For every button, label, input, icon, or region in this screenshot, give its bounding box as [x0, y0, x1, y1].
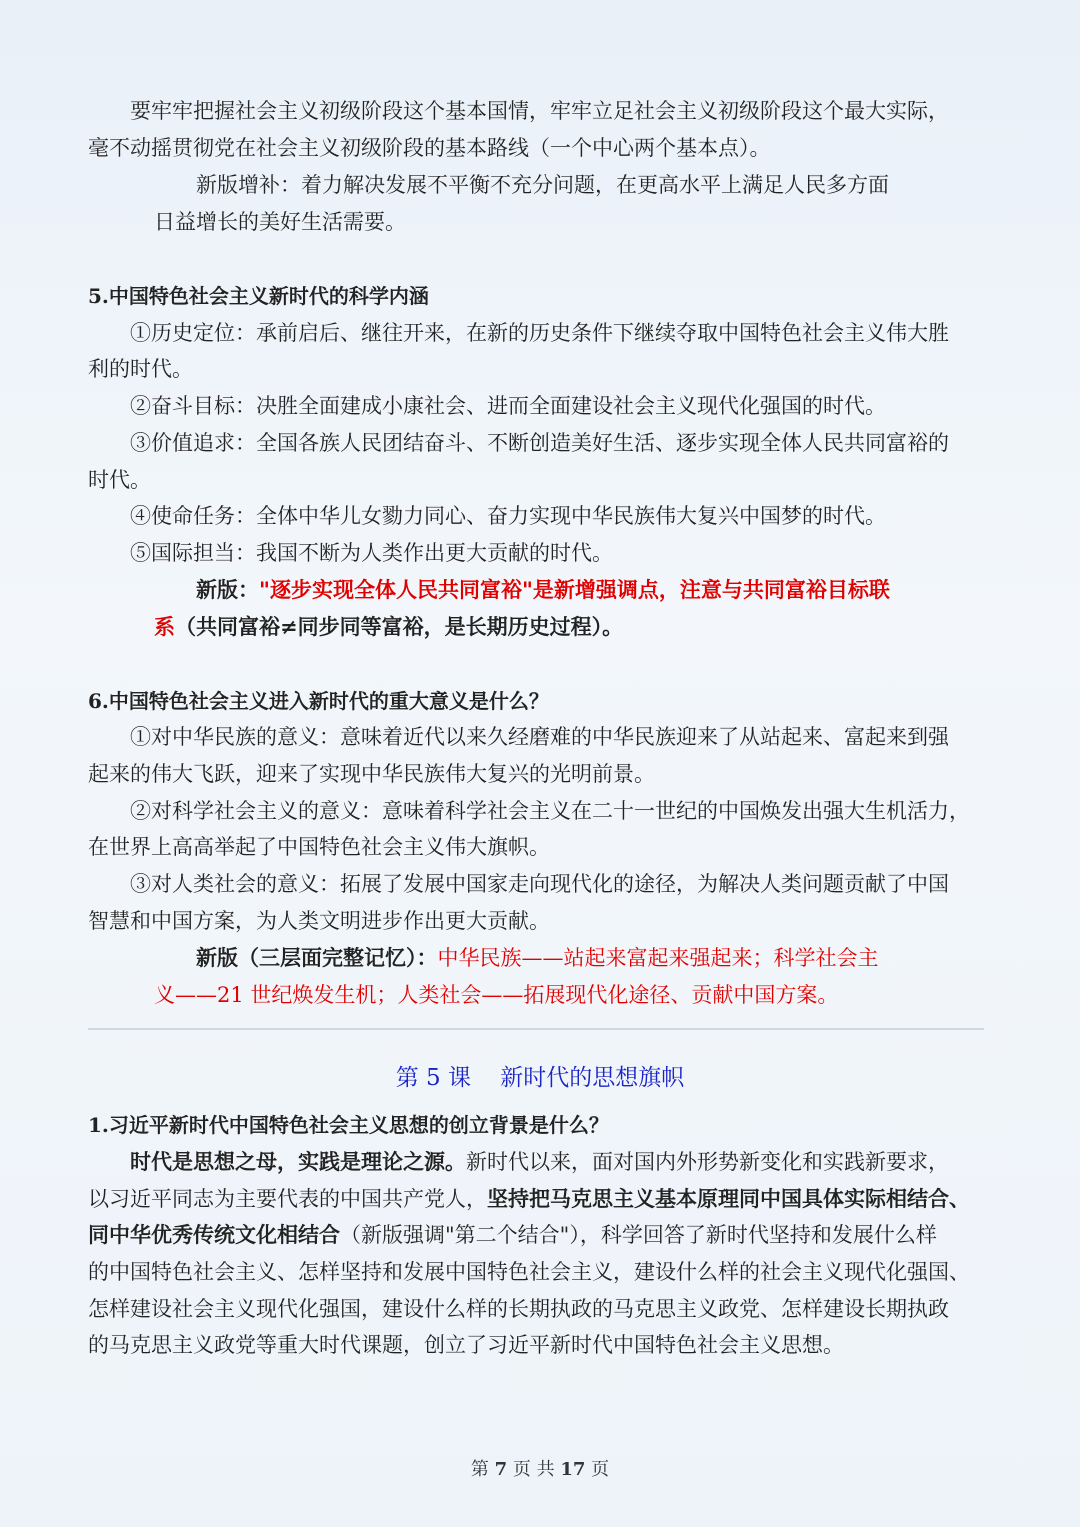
total-page-number: 17	[560, 1459, 586, 1480]
bold-phrase: 时代是思想之母，实践是理论之源。	[130, 1149, 466, 1174]
paragraph-line: ①历史定位：承前启后、继往开来，在新的历史条件下继续夺取中国特色社会主义伟大胜	[130, 321, 949, 345]
current-page-number: 7	[494, 1459, 508, 1480]
note-line: 新版增补：着力解决发展不平衡不充分问题，在更高水平上满足人民多方面	[196, 173, 889, 197]
note-highlight: 中华民族——站起来富起来强起来；科学社会主	[437, 946, 879, 970]
note-highlight: 义——21 世纪焕发生机；人类社会——拓展现代化途径、贡献中国方案。	[154, 983, 839, 1007]
page-footer	[0, 1458, 1080, 1482]
note-line: 日益增长的美好生活需要。	[154, 210, 406, 234]
paragraph-line: 智慧和中国方案，为人类文明进步作出更大贡献。	[88, 909, 550, 933]
paragraph-line	[130, 1147, 949, 1177]
paragraph-line: 利的时代。	[88, 357, 193, 381]
note-highlight: 系	[154, 614, 175, 639]
paragraph-line: 的马克思主义政党等重大时代课题，创立了习近平新时代中国特色社会主义思想。	[88, 1333, 844, 1357]
bold-phrase: 坚持把马克思主义基本原理同中国具体实际相结合、	[487, 1186, 970, 1211]
note-highlight: "逐步实现全体人民共同富裕"是新增强调点，注意与共同富裕目标联	[259, 577, 890, 602]
paragraph-line: 起来的伟大飞跃，迎来了实现中华民族伟大复兴的光明前景。	[88, 762, 655, 786]
footer-prefix: 第	[470, 1459, 489, 1480]
emphasis-note	[154, 612, 623, 642]
question-heading: 1.习近平新时代中国特色社会主义思想的创立背景是什么？	[88, 1113, 609, 1137]
section-divider	[88, 1028, 984, 1030]
bold-phrase: 同中华优秀传统文化相结合	[88, 1222, 340, 1247]
paragraph-line: 时代。	[88, 468, 151, 492]
section-heading: 5.中国特色社会主义新时代的科学内涵	[88, 284, 429, 308]
paragraph-line	[88, 1220, 937, 1250]
text-span: （新版强调"第二个结合"），科学回答了新时代坚持和发展什么样	[340, 1223, 937, 1247]
lesson-number: 第 5 课	[395, 1065, 471, 1091]
note-prefix: 新版：	[196, 577, 259, 602]
emphasis-note	[196, 943, 879, 973]
paragraph-line: ⑤国际担当：我国不断为人类作出更大贡献的时代。	[130, 541, 613, 565]
paragraph-line: ①对中华民族的意义：意味着近代以来久经磨难的中华民族迎来了从站起来、富起来到强	[130, 725, 949, 749]
paragraph-line: 怎样建设社会主义现代化强国，建设什么样的长期执政的马克思主义政党、怎样建设长期执政	[88, 1297, 949, 1321]
paragraph-line: 的中国特色社会主义、怎样坚持和发展中国特色社会主义，建设什么样的社会主义现代化强国、	[88, 1260, 970, 1284]
lesson-name: 新时代的思想旗帜	[500, 1065, 685, 1091]
paragraph-line: 毫不动摇贯彻党在社会主义初级阶段的基本路线（一个中心两个基本点）。	[88, 136, 771, 160]
note-prefix: 新版（三层面完整记忆）：	[196, 945, 438, 970]
paragraph-line: ②对科学社会主义的意义：意味着科学社会主义在二十一世纪的中国焕发出强大生机活力，	[130, 799, 970, 823]
paragraph-line	[88, 1184, 970, 1214]
paragraph-line: ③对人类社会的意义：拓展了发展中国家走向现代化的途径，为解决人类问题贡献了中国	[130, 872, 949, 896]
text-span: 以习近平同志为主要代表的中国共产党人，	[88, 1187, 487, 1211]
paragraph-line: ④使命任务：全体中华儿女勠力同心、奋力实现中华民族伟大复兴中国梦的时代。	[130, 504, 886, 528]
emphasis-note	[196, 575, 890, 605]
paragraph-line: ②奋斗目标：决胜全面建成小康社会、进而全面建设社会主义现代化强国的时代。	[130, 394, 886, 418]
paragraph-line: 要牢牢把握社会主义初级阶段这个基本国情，牢牢立足社会主义初级阶段这个最大实际，	[130, 99, 949, 123]
footer-middle: 页 共	[512, 1459, 555, 1480]
text-span: 新时代以来，面对国内外形势新变化和实践新要求，	[466, 1150, 949, 1174]
note-text: （共同富裕≠同步同等富裕，是长期历史过程）。	[175, 614, 624, 639]
section-heading: 6.中国特色社会主义进入新时代的重大意义是什么？	[88, 689, 549, 713]
paragraph-line: 在世界上高高举起了中国特色社会主义伟大旗帜。	[88, 835, 550, 859]
footer-suffix: 页	[591, 1459, 610, 1480]
lesson-title	[0, 1062, 1080, 1094]
paragraph-line: ③价值追求：全国各族人民团结奋斗、不断创造美好生活、逐步实现全体人民共同富裕的	[130, 431, 949, 455]
